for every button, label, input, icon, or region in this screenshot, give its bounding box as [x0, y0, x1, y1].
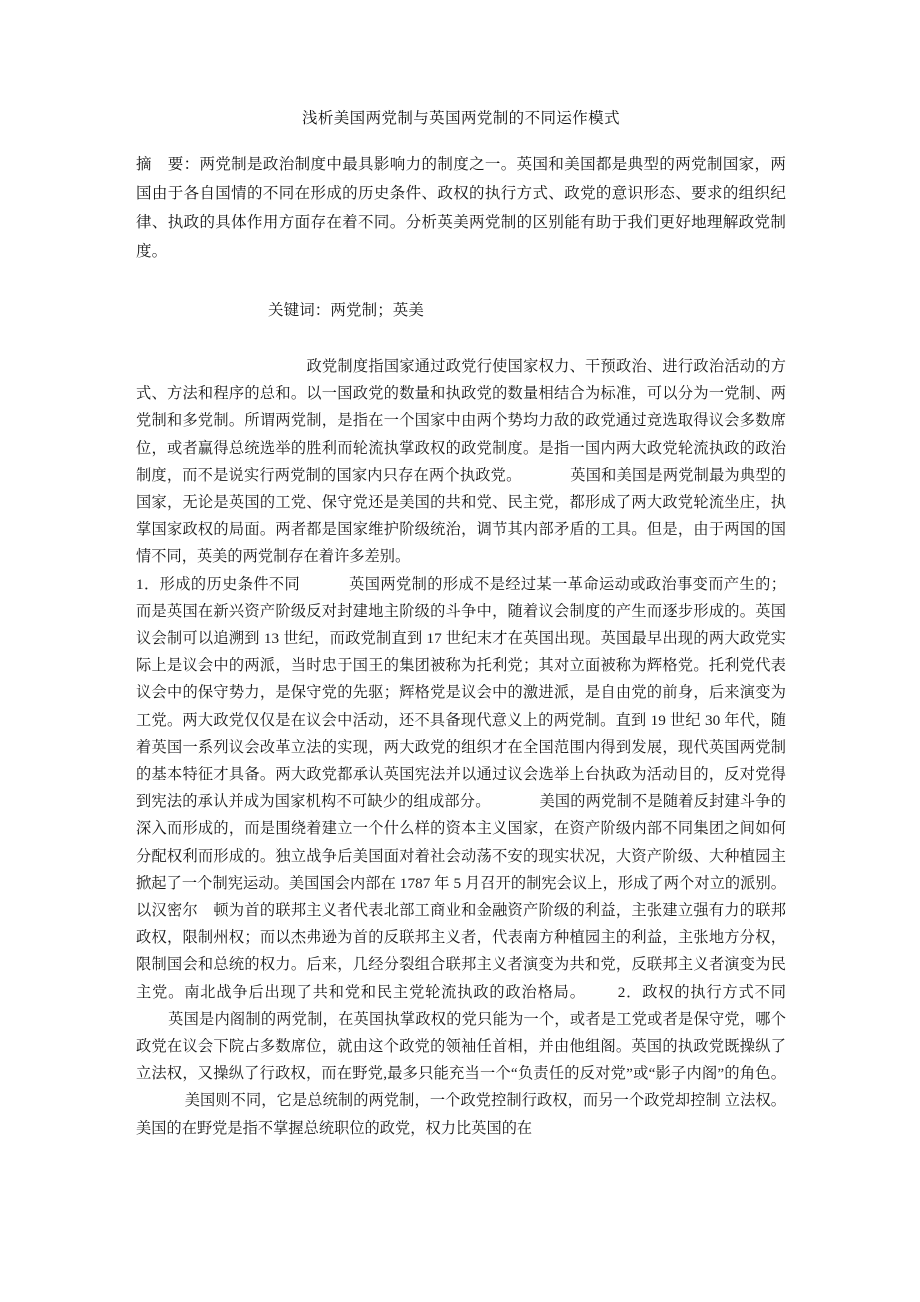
section-heading-1: 1．形成的历史条件不同 [136, 575, 301, 593]
section-1-text: 英国两党制的形成不是经过某一革命运动或政治事变而产生的；而是英国在新兴资产阶级反对封建地主阶级的斗争中，随着议会制度的产生而逐步形成的。英国议会制可以追溯到 13 世纪，而政党制直到 17 世纪末才在英国出现。英国最早出现的两大政党实际上是议会中的两派，当时忠于国王的集团被称为托利党；其对立面被称为辉格党。托利党代表议会中的保守势力，是保守党的先驱；辉格党是议会中的激进派，是自由党的前身，后来演变为工党。两大政党仅仅是在议会中活动，还不具备现代意义上的两党制。直到 19 世纪 30 年代，随着英国一系列议会改革立法的实现，两大政党的组织才在全国范围内得到发展，现代英国两党制的基本特征才具备。两大政党都承认英国宪法并以通过议会选举上台执政为活动目的，反对党得到宪法的承认并成为国家机构不可缺少的组成部分。 [136, 575, 786, 811]
keywords-line: 关键词：两党制；英美 [268, 302, 425, 319]
keywords-block [136, 296, 786, 325]
page-title: 浅析美国两党制与英国两党制的不同运作模式 [301, 110, 620, 127]
document-content [136, 104, 786, 1142]
abstract-paragraph [136, 150, 786, 266]
abstract-body: 两党制是政治制度中最具影响力的制度之一。英国和美国都是典型的两党制国家，两国由于各自国情的不同在形成的历史条件、政权的执行方式、政党的意识形态、要求的组织纪律、执政的具体作用方面存在着不同。分析英美两党制的区别能有助于我们更好地理解政党制度。 [136, 156, 787, 260]
abstract-label: 摘 要： [136, 156, 200, 173]
section-1-us-text: 美国的两党制不是随着反封建斗争的深入而形成的，而是围绕着建立一个什么样的资本主义国家，在资产阶级内部不同集团之间如何分配权利而形成的。独立战争后美国面对着社会动荡不安的现实状况，大资产阶级、大种植园主掀起了一个制宪运动。美国国会内部在 1787 年 5 月召开的制宪会议上，形成了两个对立的派别。以汉密尔 顿为首的联邦主义者代表北部工商业和金融资产阶级的利益，主张建立强有力的联邦政权，限制州权；而以杰弗逊为首的反联邦主义者，代表南方种植园主的利益，主张地方分权，限制国会和总统的权力。后来，几经分裂组合联邦主义者演变为共和党，反联邦主义者演变为民主党。南北战争后出现了共和党和民主党轮流执政的政治格局。 [136, 793, 786, 1001]
section-heading-2: 2．政权的执行方式不同 [617, 983, 786, 1001]
body-paragraph-section-1 [136, 571, 786, 1142]
paragraph-1-text: 政党制度指国家通过政党行使国家权力、干预政治、进行政治活动的方式、方法和程序的总和。以一国政党的数量和执政党的数量相结合为标准，可以分为一党制、两党制和多党制。所谓两党制，是指在一个国家中由两个势均力敌的政党通过竞选取得议会多数席位，或者赢得总统选举的胜利而轮流执掌政权的政党制度。是指一国内两大政党轮流执政的政治制度，而不是说实行两党制的国家内只存在两个执政党。 [136, 358, 786, 484]
body-paragraph-1 [136, 353, 786, 571]
paragraph-2-text: 英国和美国是两党制最为典型的国家，无论是英国的工党、保守党还是美国的共和党、民主党，都形成了两大政党轮流坐庄，执掌国家政权的局面。两者都是国家维护阶级统治，调节其内部矛盾的工具。但是，由于两国的国情不同，英美的两党制存在着许多差别。 [136, 466, 787, 566]
section-2-text: 英国是内阁制的两党制，在英国执掌政权的党只能为一个，或者是工党或者是保守党，哪个政党在议会下院占多数席位，就由这个政党的领袖任首相，并由他组阁。英国的执政党既操纵了立法权，又操纵了行政权，而在野党,最多只能充当一个“负责任的反对党”或“影子内阁”的角色。 [136, 1010, 786, 1083]
section-2-us-text: 美国则不同，它是总统制的两党制，一个政党控制行政权，而另一个政党却控制 立法权。美国的在野党是指不掌握总统职位的政党，权力比英国的在 [136, 1092, 786, 1137]
